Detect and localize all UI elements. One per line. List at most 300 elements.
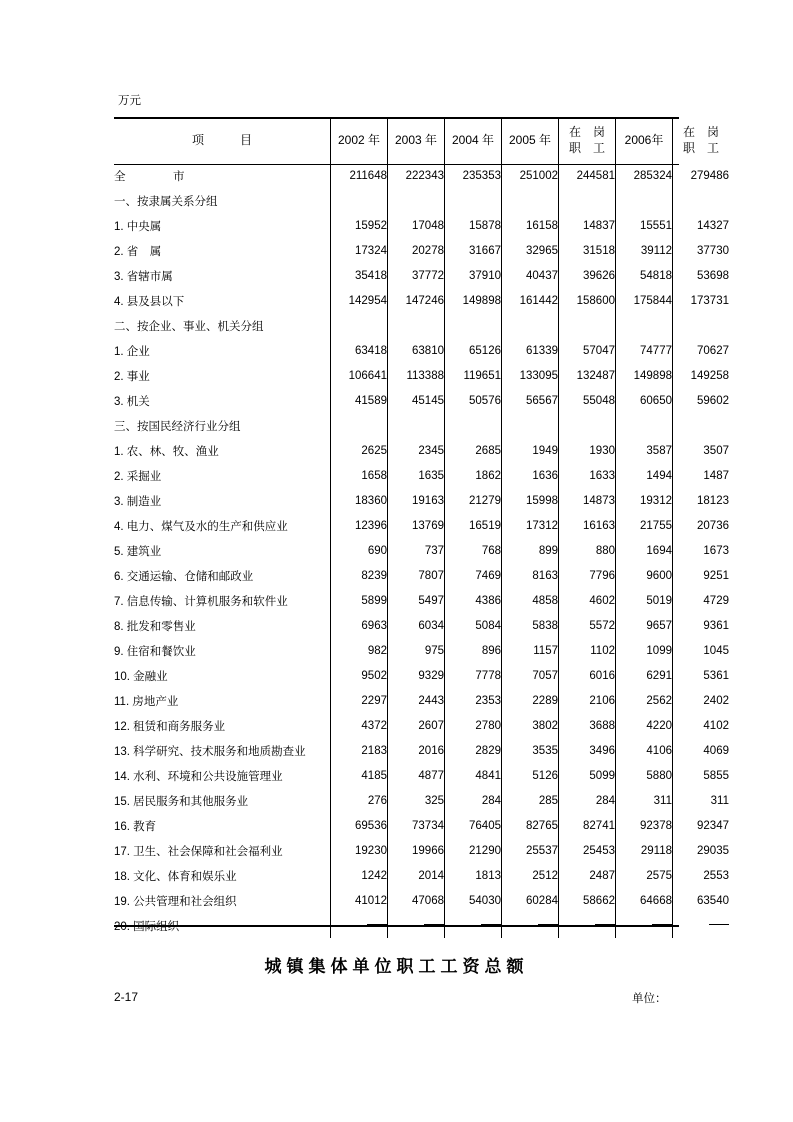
cell-value: 285324: [633, 169, 672, 182]
cell-y2005: [502, 313, 559, 338]
cell-value: 16519: [469, 519, 501, 532]
column-header-2003: 2003 年: [388, 117, 445, 163]
table-row: [114, 463, 729, 488]
cell-value: 31667: [469, 244, 501, 257]
cell-y2004: [445, 713, 502, 738]
cell-value: 5880: [646, 769, 672, 782]
cell-value: 45145: [412, 394, 444, 407]
cell-value: 142954: [348, 294, 387, 307]
cell-value: 70627: [697, 344, 729, 357]
cell-y2002: [331, 463, 388, 488]
cell-value: 56567: [526, 394, 558, 407]
cell-value: 147246: [405, 294, 444, 307]
cell-y2006_onpost: [673, 388, 730, 413]
cell-y2004: [445, 463, 502, 488]
row-label: [114, 638, 331, 663]
cell-value: 975: [424, 644, 444, 657]
row-label-text: 19. 公共管理和社会组织: [114, 895, 237, 908]
row-label-text: 7. 信息传输、计算机服务和软件业: [114, 595, 288, 608]
cell-value: 19966: [412, 844, 444, 857]
table-row: [114, 713, 729, 738]
cell-y2005: [502, 588, 559, 613]
cell-value: 2607: [418, 719, 444, 732]
cell-value: 284: [481, 794, 501, 807]
cell-y2005: [502, 788, 559, 813]
cell-value: 4102: [703, 719, 729, 732]
cell-y2004: [445, 238, 502, 263]
cell-y2002: [331, 363, 388, 388]
cell-value: 37772: [412, 269, 444, 282]
cell-y2003: [388, 863, 445, 888]
cell-value: 279486: [690, 169, 729, 182]
row-label: [114, 313, 331, 338]
cell-y2002: [331, 788, 388, 813]
row-label-text: 全 市: [114, 170, 203, 183]
cell-y2003: [388, 263, 445, 288]
row-label: [114, 238, 331, 263]
table-row: [114, 288, 729, 313]
cell-value: 2553: [703, 869, 729, 882]
row-label: [114, 213, 331, 238]
cell-y2003: [388, 388, 445, 413]
cell-value: 175844: [633, 294, 672, 307]
column-header-2006-onpost-line1: 在 岗: [682, 124, 719, 139]
cell-value: 737: [424, 544, 444, 557]
cell-y2003: [388, 588, 445, 613]
cell-y2005: [502, 813, 559, 838]
statistics-table: [114, 117, 729, 938]
cell-y2006: [616, 738, 673, 763]
row-label: [114, 738, 331, 763]
cell-y2005: [502, 763, 559, 788]
cell-y2002: [331, 213, 388, 238]
cell-y2004: [445, 588, 502, 613]
table-row: [114, 338, 729, 363]
cell-y2006_onpost: [673, 838, 730, 863]
cell-value: 1694: [646, 544, 672, 557]
cell-y2005: [502, 463, 559, 488]
cell-value: 2625: [361, 444, 387, 457]
bottom-section-title: 城镇集体单位职工工资总额: [264, 957, 529, 976]
cell-value: 106641: [348, 369, 387, 382]
cell-value: 1045: [703, 644, 729, 657]
cell-value: 1636: [532, 469, 558, 482]
cell-y2005_onpost: [559, 638, 616, 663]
cell-y2002: [331, 338, 388, 363]
cell-y2006: [616, 413, 673, 438]
cell-y2006_onpost: [673, 863, 730, 888]
cell-y2005: [502, 913, 559, 938]
cell-value: 5572: [589, 619, 615, 632]
cell-y2002: [331, 488, 388, 513]
cell-y2002: [331, 288, 388, 313]
cell-y2005_onpost: [559, 163, 616, 188]
cell-value: 60284: [526, 894, 558, 907]
cell-y2005_onpost: [559, 238, 616, 263]
table-row: [114, 363, 729, 388]
row-label-text: 17. 卫生、社会保障和社会福利业: [114, 845, 283, 858]
cell-value: 18360: [355, 494, 387, 507]
column-header-2005-onpost: [559, 117, 616, 163]
cell-value: 16163: [583, 519, 615, 532]
cell-value: 222343: [405, 169, 444, 182]
cell-y2006: [616, 563, 673, 588]
cell-y2004: [445, 888, 502, 913]
cell-y2006: [616, 313, 673, 338]
cell-value: 7796: [589, 569, 615, 582]
cell-value: 2014: [418, 869, 444, 882]
row-label-text: 4. 电力、煤气及水的生产和供应业: [114, 520, 288, 533]
row-label-text: 2. 省 属: [114, 245, 162, 258]
cell-y2004: [445, 763, 502, 788]
table-row: [114, 863, 729, 888]
cell-y2005: [502, 413, 559, 438]
table-row: [114, 663, 729, 688]
cell-y2005: [502, 263, 559, 288]
cell-value: 5126: [532, 769, 558, 782]
cell-y2002: [331, 388, 388, 413]
cell-value: 17312: [526, 519, 558, 532]
table-row: [114, 163, 729, 188]
cell-y2005_onpost: [559, 488, 616, 513]
row-label: [114, 188, 331, 213]
cell-value: 2297: [361, 694, 387, 707]
cell-y2006_onpost: [673, 488, 730, 513]
cell-y2006_onpost: [673, 788, 730, 813]
table-row: [114, 888, 729, 913]
cell-value: 2345: [418, 444, 444, 457]
table-row: [114, 913, 729, 938]
cell-value: 2487: [589, 869, 615, 882]
cell-value: 7778: [475, 669, 501, 682]
cell-value: 5099: [589, 769, 615, 782]
cell-y2004: [445, 163, 502, 188]
row-label-text: 3. 省辖市属: [114, 270, 173, 283]
cell-value: 9657: [646, 619, 672, 632]
cell-y2006_onpost: [673, 238, 730, 263]
table-row: [114, 788, 729, 813]
table-row: [114, 238, 729, 263]
cell-y2006: [616, 463, 673, 488]
cell-y2005_onpost: [559, 763, 616, 788]
em-dash-placeholder: [709, 924, 729, 925]
cell-y2005_onpost: [559, 713, 616, 738]
cell-y2005_onpost: [559, 813, 616, 838]
em-dash-placeholder: [367, 924, 387, 925]
cell-value: 20736: [697, 519, 729, 532]
row-label-text: 16. 教育: [114, 820, 157, 833]
row-label: [114, 513, 331, 538]
cell-value: 2289: [532, 694, 558, 707]
table-row: [114, 213, 729, 238]
cell-value: 896: [481, 644, 501, 657]
row-label: [114, 813, 331, 838]
cell-y2006: [616, 363, 673, 388]
row-label-text: 15. 居民服务和其他服务业: [114, 795, 249, 808]
cell-y2006: [616, 788, 673, 813]
cell-y2003: [388, 313, 445, 338]
cell-y2006: [616, 638, 673, 663]
cell-value: 1487: [703, 469, 729, 482]
row-label-text: 6. 交通运输、仓储和邮政业: [114, 570, 254, 583]
cell-y2006: [616, 213, 673, 238]
cell-y2003: [388, 888, 445, 913]
table-row: [114, 688, 729, 713]
cell-value: 9251: [703, 569, 729, 582]
cell-value: 40437: [526, 269, 558, 282]
cell-value: 4877: [418, 769, 444, 782]
cell-value: 39626: [583, 269, 615, 282]
column-header-2006: 2006年: [616, 117, 673, 163]
cell-y2006: [616, 238, 673, 263]
cell-value: 21279: [469, 494, 501, 507]
cell-y2002: [331, 913, 388, 938]
cell-value: 1658: [361, 469, 387, 482]
cell-value: 4185: [361, 769, 387, 782]
cell-y2003: [388, 563, 445, 588]
cell-value: 37730: [697, 244, 729, 257]
cell-value: 2443: [418, 694, 444, 707]
cell-value: 311: [653, 794, 672, 807]
cell-y2003: [388, 438, 445, 463]
cell-value: 1949: [532, 444, 558, 457]
cell-value: 276: [367, 794, 387, 807]
cell-value: 982: [367, 644, 387, 657]
cell-y2005: [502, 213, 559, 238]
cell-value: 2183: [361, 744, 387, 757]
row-label-text: 4. 县及县以下: [114, 295, 185, 308]
cell-y2005_onpost: [559, 913, 616, 938]
cell-value: 19230: [355, 844, 387, 857]
cell-value: 1633: [589, 469, 615, 482]
table-row: [114, 263, 729, 288]
cell-y2006: [616, 163, 673, 188]
cell-value: 4069: [703, 744, 729, 757]
cell-value: 8239: [361, 569, 387, 582]
cell-y2006_onpost: [673, 638, 730, 663]
cell-value: 251002: [519, 169, 558, 182]
cell-value: 2353: [475, 694, 501, 707]
cell-value: 6963: [361, 619, 387, 632]
cell-y2005: [502, 538, 559, 563]
cell-value: 880: [595, 544, 615, 557]
cell-y2006: [616, 538, 673, 563]
cell-y2005: [502, 688, 559, 713]
unit-label-top: 万元: [118, 95, 141, 107]
cell-value: 5838: [532, 619, 558, 632]
cell-y2006_onpost: [673, 413, 730, 438]
cell-value: 32965: [526, 244, 558, 257]
cell-value: 690: [367, 544, 387, 557]
cell-value: 1930: [589, 444, 615, 457]
cell-y2004: [445, 388, 502, 413]
cell-y2004: [445, 288, 502, 313]
cell-value: 17048: [412, 219, 444, 232]
cell-value: 25453: [583, 844, 615, 857]
cell-y2002: [331, 163, 388, 188]
cell-y2004: [445, 413, 502, 438]
cell-y2005_onpost: [559, 313, 616, 338]
cell-y2005_onpost: [559, 738, 616, 763]
row-label-text: 2. 采掘业: [114, 470, 162, 483]
cell-y2005_onpost: [559, 513, 616, 538]
cell-y2004: [445, 738, 502, 763]
row-label: [114, 363, 331, 388]
cell-y2003: [388, 738, 445, 763]
cell-y2005_onpost: [559, 538, 616, 563]
cell-y2004: [445, 688, 502, 713]
cell-y2005: [502, 238, 559, 263]
cell-y2003: [388, 513, 445, 538]
cell-y2006_onpost: [673, 438, 730, 463]
cell-y2004: [445, 613, 502, 638]
row-label: [114, 563, 331, 588]
cell-y2004: [445, 363, 502, 388]
cell-value: 149898: [462, 294, 501, 307]
cell-y2006_onpost: [673, 263, 730, 288]
row-label: [114, 888, 331, 913]
cell-value: 53698: [697, 269, 729, 282]
cell-value: 19163: [412, 494, 444, 507]
cell-y2004: [445, 838, 502, 863]
cell-y2003: [388, 163, 445, 188]
cell-y2005_onpost: [559, 363, 616, 388]
row-label: [114, 913, 331, 938]
cell-value: 284: [595, 794, 615, 807]
cell-y2006: [616, 513, 673, 538]
cell-y2005: [502, 863, 559, 888]
cell-y2006_onpost: [673, 738, 730, 763]
cell-y2005_onpost: [559, 438, 616, 463]
cell-y2002: [331, 188, 388, 213]
cell-value: 4386: [475, 594, 501, 607]
cell-value: 1102: [590, 644, 615, 657]
cell-y2002: [331, 738, 388, 763]
cell-y2006_onpost: [673, 913, 730, 938]
row-label: [114, 763, 331, 788]
cell-y2004: [445, 513, 502, 538]
cell-y2003: [388, 838, 445, 863]
cell-value: 25537: [526, 844, 558, 857]
cell-y2006: [616, 263, 673, 288]
cell-value: 2562: [646, 694, 672, 707]
cell-value: 2685: [475, 444, 501, 457]
cell-y2005_onpost: [559, 463, 616, 488]
table-row: [114, 588, 729, 613]
cell-value: 3507: [703, 444, 729, 457]
cell-y2005_onpost: [559, 613, 616, 638]
cell-y2006_onpost: [673, 613, 730, 638]
cell-value: 285: [538, 794, 558, 807]
cell-y2006_onpost: [673, 188, 730, 213]
cell-value: 3802: [532, 719, 558, 732]
cell-value: 7057: [532, 669, 558, 682]
cell-y2004: [445, 263, 502, 288]
cell-value: 1813: [475, 869, 501, 882]
row-label-text: 10. 金融业: [114, 670, 168, 683]
cell-y2006_onpost: [673, 688, 730, 713]
cell-y2002: [331, 638, 388, 663]
cell-value: 1242: [361, 869, 387, 882]
cell-y2003: [388, 288, 445, 313]
cell-value: 1157: [533, 644, 558, 657]
cell-value: 2402: [703, 694, 729, 707]
cell-y2006_onpost: [673, 363, 730, 388]
cell-y2006: [616, 488, 673, 513]
cell-y2003: [388, 538, 445, 563]
cell-y2002: [331, 438, 388, 463]
cell-y2006_onpost: [673, 813, 730, 838]
table-row: [114, 413, 729, 438]
row-label-text: 9. 住宿和餐饮业: [114, 645, 196, 658]
cell-value: 39112: [640, 244, 672, 257]
cell-y2005_onpost: [559, 388, 616, 413]
cell-value: 768: [481, 544, 501, 557]
cell-value: 4220: [646, 719, 672, 732]
cell-y2004: [445, 813, 502, 838]
cell-value: 4841: [475, 769, 501, 782]
cell-value: 14327: [697, 219, 729, 232]
cell-y2002: [331, 588, 388, 613]
cell-value: 9361: [703, 619, 729, 632]
row-label: [114, 413, 331, 438]
cell-y2005_onpost: [559, 213, 616, 238]
cell-y2006: [616, 388, 673, 413]
cell-value: 133095: [519, 369, 558, 382]
cell-value: 21290: [469, 844, 501, 857]
cell-y2006: [616, 188, 673, 213]
cell-value: 4106: [646, 744, 672, 757]
cell-y2006: [616, 713, 673, 738]
cell-value: 15551: [640, 219, 672, 232]
row-label: [114, 713, 331, 738]
cell-y2005_onpost: [559, 413, 616, 438]
cell-y2002: [331, 538, 388, 563]
cell-value: 5019: [646, 594, 672, 607]
cell-y2002: [331, 313, 388, 338]
cell-y2005: [502, 338, 559, 363]
table-row: [114, 313, 729, 338]
cell-y2004: [445, 663, 502, 688]
em-dash-placeholder: [424, 924, 444, 925]
cell-y2004: [445, 788, 502, 813]
cell-y2003: [388, 363, 445, 388]
cell-y2002: [331, 813, 388, 838]
cell-y2002: [331, 713, 388, 738]
row-label: [114, 438, 331, 463]
cell-value: 6291: [646, 669, 672, 682]
row-label-text: 二、按企业、事业、机关分组: [114, 320, 264, 333]
cell-value: 149898: [633, 369, 672, 382]
cell-value: 6034: [418, 619, 444, 632]
cell-y2003: [388, 688, 445, 713]
cell-value: 325: [424, 794, 444, 807]
cell-value: 63810: [412, 344, 444, 357]
cell-y2003: [388, 713, 445, 738]
cell-y2003: [388, 488, 445, 513]
cell-y2002: [331, 263, 388, 288]
column-header-2005: 2005 年: [502, 117, 559, 163]
cell-value: 1635: [418, 469, 444, 482]
cell-value: 235353: [462, 169, 501, 182]
cell-y2005: [502, 188, 559, 213]
cell-value: 59602: [697, 394, 729, 407]
cell-y2004: [445, 488, 502, 513]
table-row: [114, 188, 729, 213]
cell-y2003: [388, 413, 445, 438]
cell-value: 2512: [532, 869, 558, 882]
cell-y2005: [502, 563, 559, 588]
